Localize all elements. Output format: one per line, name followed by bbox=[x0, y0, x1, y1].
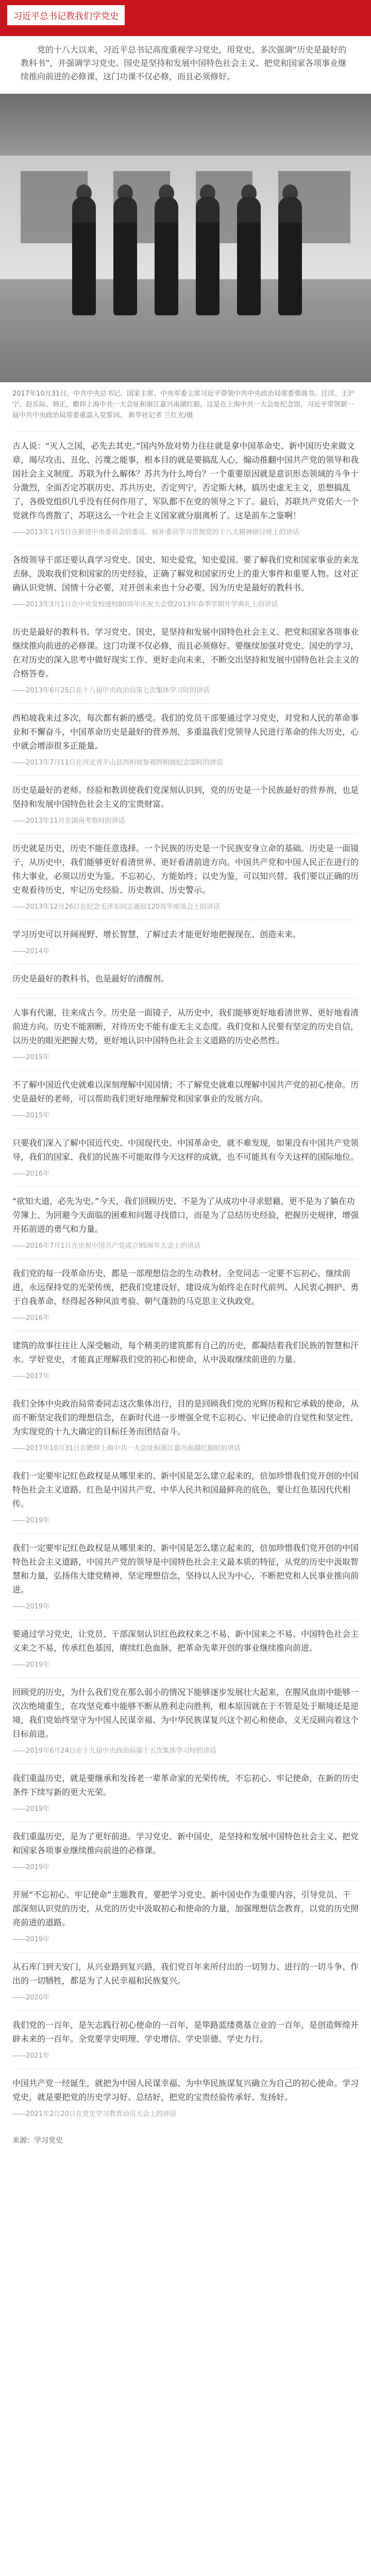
quote-block bbox=[0, 2069, 371, 2127]
person-figure bbox=[196, 197, 220, 315]
quote-source: ——2013年1月5日在新进中央委员会的委员、候补委员学习贯彻党的十八大精神研讨班上的讲话 bbox=[12, 529, 299, 536]
quote-source: ——2016年 bbox=[12, 1170, 50, 1178]
quote-text: 我们一定要牢记红色政权是从哪里来的、新中国是怎么建立起来的，倍加珍惜我们党开创的中国特色社会主义道路，中国共产党的领导是中国特色社会主义最本质的特征，从党的历史中汲取智慧和力量，弘扬伟大建党精神，坚定理想信念，坚持以人民为中心，不断把党和人民事业推向前进。 bbox=[12, 1543, 359, 1595]
quote-text: 我们党的一百年，是矢志践行初心使命的一百年，是筚路蓝缕奠基立业的一百年，是创造辉煌开辟未来的一百年。全党要学史明理、学史增信、学史崇德、学史力行。 bbox=[12, 2020, 359, 2044]
quote-block bbox=[0, 1953, 371, 2010]
photo-floor bbox=[0, 279, 371, 382]
quote-block bbox=[0, 1187, 371, 1259]
quote-block bbox=[0, 546, 371, 617]
photo-ceiling bbox=[0, 94, 371, 156]
quote-text: 我们全体中央政治局常委同志这次集体出行，目的是回顾我们党的光辉历程和它承载的使命，从而不断坚定我们的理想信念，在新时代进一步增强全党不忘初心、牢记使命的自觉性和坚定性，为实现党的十九大确定的目标任务而团结奋斗。 bbox=[12, 1399, 359, 1436]
quote-block bbox=[0, 432, 371, 545]
header-banner bbox=[0, 0, 371, 36]
header-tag: 习近平总书记教我们学党史 bbox=[7, 5, 125, 25]
quote-text: 各级领导干部还要认真学习党史、国史，知史爱党，知史爱国。要了解我们党和国家事业的来龙去脉，汲取我们党和国家的历史经验，正确了解党和国家历史上的重大事件和重要人物。这对正确认识党情、国情十分必要，对开创未来也十分必要，因为历史是最好的教科书。 bbox=[12, 555, 359, 592]
quote-text: “欲知大道，必先为史。”今天，我们回顾历史，不是为了从成功中寻求慰藉，更不是为了躺在功劳簿上、为回避今天面临的困难和问题寻找借口，而是为了总结历史经验，把握历史规律，增强开拓前进的勇气和力量。 bbox=[12, 1196, 359, 1234]
quote-source: ——2019年 bbox=[12, 1936, 50, 1943]
quote-source: ——2019年 bbox=[12, 1517, 50, 1524]
quote-source bbox=[12, 991, 359, 998]
quote-text: 人事有代谢，往来成古今。历史是一面镜子，从历史中，我们能够更好地看清世界、更好地看清前进方向。历史不能割断，对待历史不能有虚无主义态度。我们党和人民要有坚定的历史自信，以历史的眼光把握大势，更好地认识中国特色社会主义道路的历史必然性。 bbox=[12, 1008, 359, 1045]
quote-block bbox=[0, 998, 371, 1070]
quote-block bbox=[0, 1534, 371, 1619]
quote-block bbox=[0, 1822, 371, 1880]
quote-text: 历史是最好的教科书，也是最好的清醒剂。 bbox=[12, 974, 170, 984]
quote-source: ——2013年6月25日在十八届中央政治局第七次集体学习时的讲话 bbox=[12, 687, 210, 694]
quote-text: 我们重温历史，是为了更好前进。学习党史、新中国史，是坚持和发展中国特色社会主义、把党和国家各项事业继续推向前进的必修课。 bbox=[12, 1832, 359, 1855]
quote-block bbox=[0, 964, 371, 998]
person-figure bbox=[237, 197, 261, 315]
quote-source: ——2021年 bbox=[12, 2052, 50, 2060]
quote-block bbox=[0, 834, 371, 920]
quote-source: ——2017年 bbox=[12, 1372, 50, 1380]
quote-source: ——2019年 bbox=[12, 1603, 50, 1611]
quote-source: ——2020年 bbox=[12, 1994, 50, 2002]
quote-text: 西柏坡我来过多次，每次都有新的感受。我们的党员干部要通过学习党史，对党和人民的革命事业和不懈奋斗，中国革命历史是最好的营养剂，多重温我们党领导人民进行革命的伟大历史，心中就会增添很多正能量。 bbox=[12, 713, 359, 751]
quote-text: 历史就是历史，历史不能任意选择。一个民族的历史是一个民族安身立命的基础。历史是一面镜子，从历史中，我们能够更好看清世界、更好看清前进方向。中国共产党和中国人民正在进行的伟大事业，必须以历史为鉴。不忘初心，方能始终；以史为鉴，可以知兴替。我们要以正确的历史观看待历史，牢记历史经验、历史教训、历史警示。 bbox=[12, 843, 359, 895]
quote-text: 要通过学习党史，让党员、干部深刻认识红色政权来之不易、新中国来之不易、中国特色社会主义来之不易，传承红色基因，赓续红色血脉，把革命先辈开创的事业继续推向前进。 bbox=[12, 1629, 359, 1653]
group-photo bbox=[0, 94, 371, 382]
quote-block bbox=[0, 1764, 371, 1822]
quote-block bbox=[0, 1678, 371, 1764]
quote-block bbox=[0, 776, 371, 834]
quote-source: ——2015年 bbox=[12, 1054, 50, 1061]
quote-text: 不了解中国近代史就难以深刻理解中国国情；不了解党史就难以理解中国共产党的初心使命。历史是最好的老师，可以帮助我们更好地理解党和国家事业的发展方向。 bbox=[12, 1080, 359, 1104]
quote-text: 历史是最好的教科书。学习党史、国史，是坚持和发展中国特色社会主义、把党和国家各项事业继续推向前进的必修课。这门功课不仅必修，而且必须修好。要继续加强对党史、国史的学习，在对历史的深入思考中做好现实工作、更好走向未来，不断交出坚持和发展中国特色社会主义的合格答卷。 bbox=[12, 627, 359, 679]
quote-text: 建筑的故事往往让人深受触动，每个精美的建筑都有自己的历史，都凝结着我们民族的智慧和汗水。学好党史，才能真正理解我们党的初心和使命，从中汲取继续前进的力量。 bbox=[12, 1341, 359, 1364]
quote-source: ——2016年 bbox=[12, 1314, 50, 1322]
quote-text: 我们一定要牢记红色政权是从哪里来的、新中国是怎么建立起来的，倍加珍惜我们党开创的中国特色社会主义道路。红色是中国共产党、中华人民共和国最鲜亮的底色，要让红色基因代代相传。 bbox=[12, 1471, 359, 1509]
quote-source: ——2019年 bbox=[12, 1863, 50, 1871]
person-figure bbox=[278, 197, 302, 315]
quote-block bbox=[0, 704, 371, 775]
quote-block bbox=[0, 1129, 371, 1187]
quote-block bbox=[0, 1462, 371, 1533]
quote-block bbox=[0, 1331, 371, 1389]
quote-source: ——2019年 bbox=[12, 1661, 50, 1669]
quote-block bbox=[0, 1259, 371, 1331]
photo-caption: 2017年10月31日，中共中央总书记、国家主席、中央军委主席习近平带领中共中央政治局常委栗战书、汪洋、王沪宁、赵乐际、韩正，瞻仰上海中共一大会址和浙江嘉兴南湖红船。这是在上海中共一大会址纪念馆，习近平带领新一届中共中央政治局常委重温入党誓词。 新华社记者 兰红光/摄 bbox=[12, 390, 355, 419]
quote-block bbox=[0, 1620, 371, 1677]
quote-block bbox=[0, 1071, 371, 1128]
quote-text: 开展“不忘初心、牢记使命”主题教育，要把学习党史、新中国史作为重要内容，引导党员、干部深刻认识党的历史，从党的历史中汲取初心和使命的力量，加强理想信念教育，以党的历史照亮前进的道路。 bbox=[12, 1890, 359, 1927]
quote-source: ——2019年 bbox=[12, 1805, 50, 1813]
quote-source: ——2013年3月1日在中央党校建校80周年庆祝大会暨2013年春季学期开学典礼上的讲话 bbox=[12, 601, 278, 608]
quote-source: ——2017年10月31日在瞻仰上海中共一大会址和浙江嘉兴南湖红船时的讲话 bbox=[12, 1445, 241, 1452]
person-figure bbox=[113, 197, 137, 315]
quote-source: ——2019年6月24日在十九届中央政治局第十五次集体学习时的讲话 bbox=[12, 1747, 216, 1755]
quote-block bbox=[0, 920, 371, 964]
intro-paragraph: 党的十八大以来，习近平总书记高度重视学习党史，用党史、多次强调“历史是最好的教科书”，并强调学习党史、国史是坚持和发展中国特色社会主义、把党和国家各项事业继续推向前进的必修课，这门功课不仅必修，而且必须修好。 bbox=[21, 45, 347, 81]
quote-text: 只要我们深入了解中国近代史、中国现代史、中国革命史，就不难发现，如果没有中国共产党领导，我们的国家、我们的民族不可能取得今天这样的成就，也不可能具有今天这样的国际地位。 bbox=[12, 1138, 359, 1162]
quote-list bbox=[0, 431, 371, 2127]
person-figure bbox=[155, 197, 178, 315]
quote-text: 我们重温历史，就是要继承和发扬老一辈革命家的光荣传统，不忘初心、牢记使命，在新的历史条件下续写新的更大光荣。 bbox=[12, 1773, 359, 1797]
quote-text: 历史是最好的老师。经验和教训使我们党深刻认识到，党的历史是一个民族最好的营养剂，也是坚持和发展中国特色社会主义的宝贵财富。 bbox=[12, 785, 359, 809]
quote-block bbox=[0, 618, 371, 703]
quote-source: ——2013年12月26日在纪念毛泽东同志诞辰120周年座谈会上的讲话 bbox=[12, 903, 220, 911]
quote-block bbox=[0, 1880, 371, 1952]
quote-source: ——2014年 bbox=[12, 947, 50, 955]
quote-text: 从石库门到天安门，从兴业路到复兴路，我们党百年来所付出的一切努力、进行的一切斗争、作出的一切牺牲，都是为了人民幸福和民族复兴。 bbox=[12, 1962, 359, 1986]
footer-source: 来源：学习党史 bbox=[12, 2137, 63, 2145]
quote-block bbox=[0, 2011, 371, 2069]
quote-source: ——2015年 bbox=[12, 1112, 50, 1120]
quote-text: 古人说：“灭人之国，必先去其史。”国内外敌对势力往往就是拿中国革命史、新中国历史来做文章，竭尽攻击、丑化、污蔑之能事，根本目的就是要搞乱人心，煽动推翻中国共产党的领导和我国社会主义制度。苏联为什么解体？苏共为什么垮台？一个重要原因就是意识形态领域的斗争十分激烈，全面否定苏联历史、苏共历史，否定列宁，否定斯大林，搞历史虚无主义，思想搞乱了，各级党组织几乎没有任何作用了，军队都不在党的领导之下了。最后，苏联共产党偌大一个党就作鸟兽散了，苏联这么一个社会主义国家就分崩离析了。这是前车之鉴啊！ bbox=[12, 441, 359, 520]
quote-source: ——2021年2月20日在党史学习教育动员大会上的讲话 bbox=[12, 2110, 176, 2118]
person-figure bbox=[72, 197, 96, 315]
quote-source: ——2013年7月11日在河北省平山县西柏坡参观西柏坡纪念馆时的讲话 bbox=[12, 759, 223, 767]
quote-source: ——2016年7月1日在庆祝中国共产党成立95周年大会上的讲话 bbox=[12, 1242, 201, 1250]
quote-text: 中国共产党一经诞生，就把为中国人民谋幸福、为中华民族谋复兴确立为自己的初心使命。学习党史，就是要把党的历史学习好、总结好，把党的宝贵经验传承好、发扬好。 bbox=[12, 2078, 359, 2102]
quote-block bbox=[0, 1389, 371, 1461]
quote-source: ——2013年11月在湖南考察时的讲话 bbox=[12, 817, 125, 825]
quote-text: 我们党的每一段革命历史，都是一部理想信念的生动教材。全党同志一定要不忘初心，继续前进，永远保持党的光荣传统，把我们党建设好，建设成为始终走在时代前列、人民衷心拥护、勇于自我革命、经得起各种风浪考验、朝气蓬勃的马克思主义执政党。 bbox=[12, 1268, 359, 1306]
quote-text: 回顾党的历史，为什么我们党在那么弱小的情况下能够逐步发展壮大起来，在腥风血雨中能够一次次绝境重生，在攻坚克难中能够不断从胜利走向胜利，根本原因就在于不管是处于顺境还是逆境，我们党始终坚守为中国人民谋幸福、为中华民族谋复兴这个初心和使命，义无反顾向着这个目标前进。 bbox=[12, 1687, 359, 1739]
quote-text: 学习历史可以开阔视野、增长智慧，了解过去才能更好地把握现在、创造未来。 bbox=[12, 929, 301, 939]
